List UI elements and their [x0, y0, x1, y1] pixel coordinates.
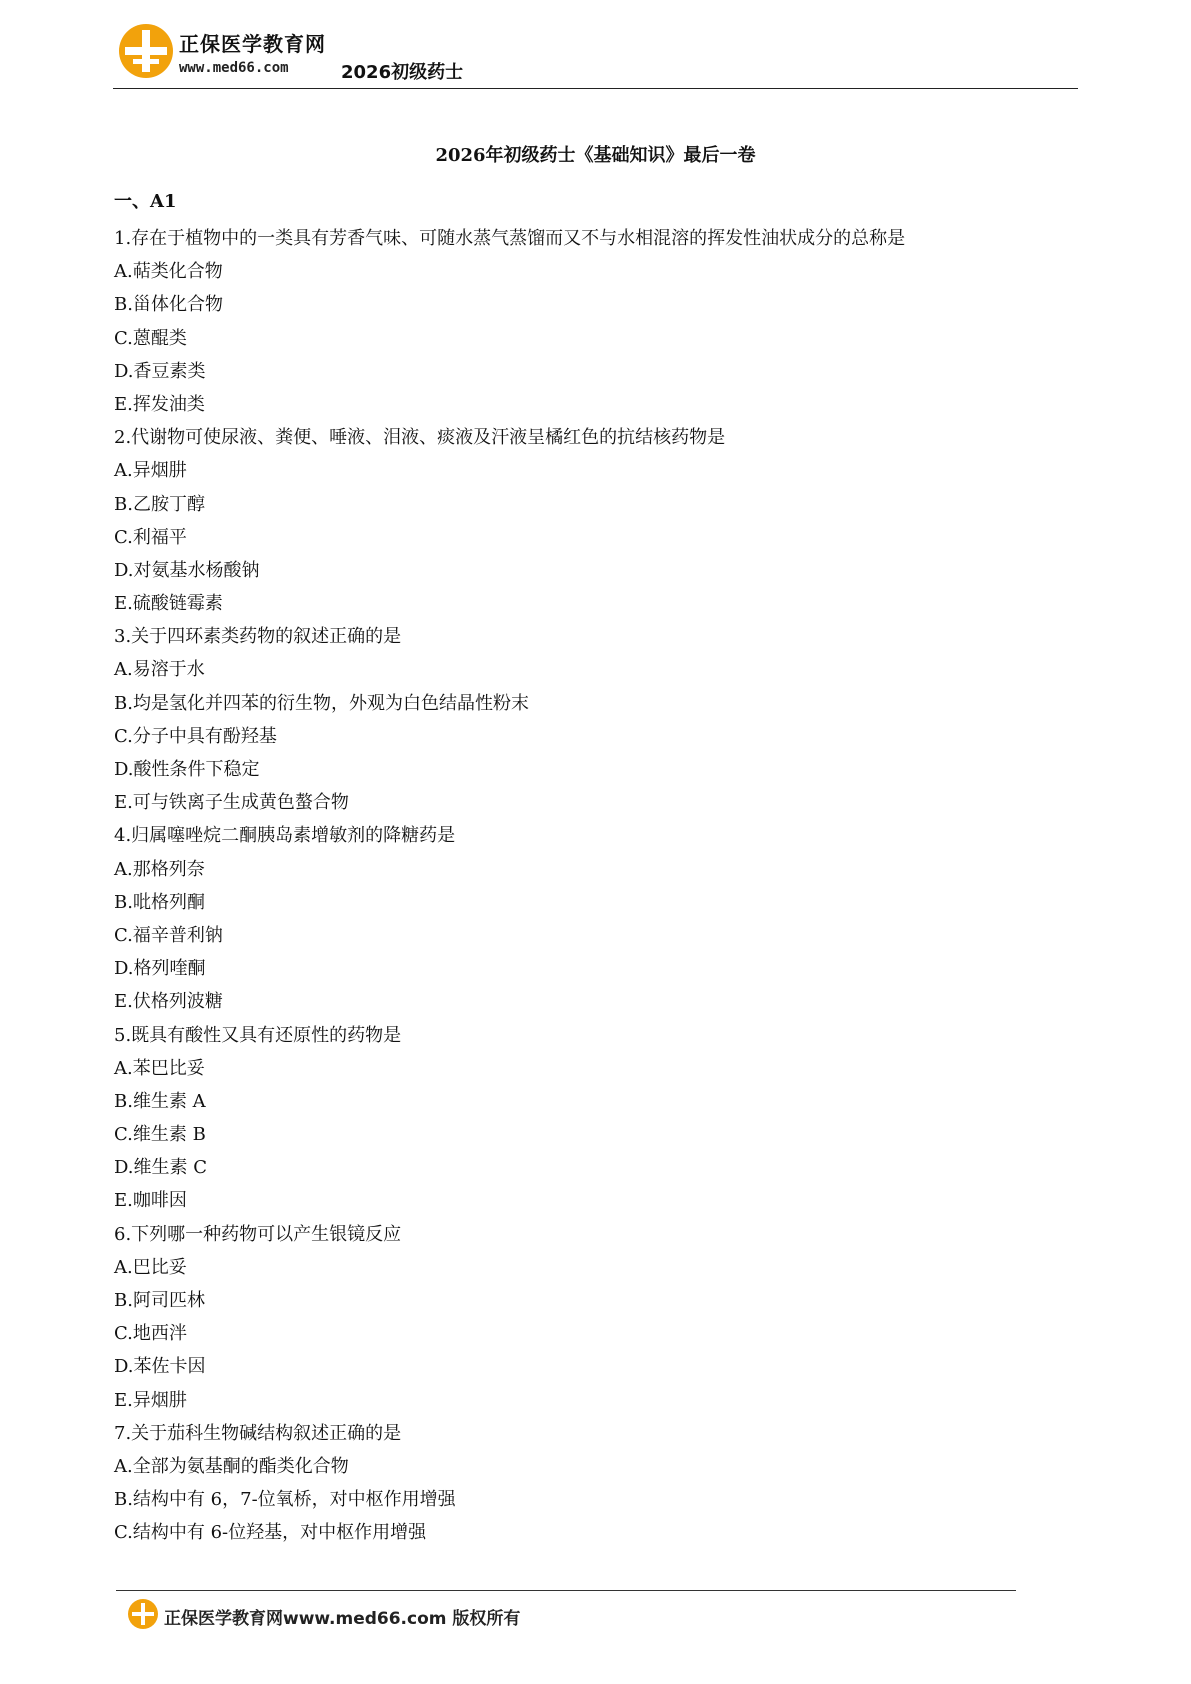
option-line: B.吡格列酮 [114, 891, 205, 913]
question-line: 3.关于四环素类药物的叙述正确的是 [114, 626, 402, 648]
option-line: E.异烟肼 [114, 1389, 187, 1411]
option-line: C.分子中具有酚羟基 [114, 725, 277, 747]
question-line: 1.存在于植物中的一类具有芳香气味、可随水蒸气蒸馏而又不与水相混溶的挥发性油状成分的总称是 [114, 228, 906, 249]
option-line: C.福辛普利钠 [114, 924, 223, 946]
option-line: A.全部为氨基酮的酯类化合物 [114, 1455, 349, 1477]
brand-url: www.med66.com [179, 60, 289, 76]
footer-logo-icon [128, 1599, 158, 1629]
question-list [114, 189, 1074, 1550]
header-divider [113, 88, 1078, 89]
header-title: 2026初级药士 [341, 62, 464, 83]
option-line: C.蒽醌类 [114, 327, 187, 349]
question-line: 7.关于茄科生物碱结构叙述正确的是 [114, 1422, 402, 1444]
option-line: E.伏格列波糖 [114, 991, 223, 1013]
option-line: E.挥发油类 [114, 393, 205, 415]
option-line: B.均是氢化并四苯的衍生物，外观为白色结晶性粉末 [114, 692, 529, 714]
footer-divider [116, 1590, 1016, 1591]
option-line: C.利福平 [114, 526, 187, 548]
option-line: E.可与铁离子生成黄色螯合物 [114, 792, 349, 814]
option-line: A.萜类化合物 [114, 261, 223, 283]
option-line: D.香豆素类 [114, 360, 206, 382]
option-line: B.乙胺丁醇 [114, 493, 205, 515]
section-heading: 一、A1 [114, 191, 177, 212]
brand-name: 正保医学教育网 [179, 32, 326, 56]
option-line: A.异烟肼 [114, 460, 187, 482]
footer-copyright: 正保医学教育网www.med66.com 版权所有 [164, 1609, 521, 1629]
option-line: B.结构中有 6，7-位氧桥，对中枢作用增强 [114, 1489, 456, 1511]
page-header [113, 22, 1078, 88]
logo-icon [119, 24, 173, 78]
option-line: D.维生素 C [114, 1157, 208, 1179]
option-line: C.维生素 B [114, 1124, 206, 1146]
option-line: B.阿司匹林 [114, 1290, 205, 1311]
option-line: C.地西泮 [114, 1323, 187, 1345]
question-line: 5.既具有酸性又具有还原性的药物是 [114, 1024, 402, 1046]
question-line: 4.归属噻唑烷二酮胰岛素增敏剂的降糖药是 [114, 825, 456, 847]
option-line: A.巴比妥 [114, 1256, 187, 1278]
option-line: B.维生素 A [114, 1090, 206, 1112]
document-title: 2026年初级药士《基础知识》最后一卷 [435, 145, 756, 166]
option-line: D.苯佐卡因 [114, 1356, 206, 1378]
option-line: B.甾体化合物 [114, 294, 223, 316]
option-line: A.那格列奈 [114, 858, 205, 880]
option-line: C.结构中有 6-位羟基，对中枢作用增强 [114, 1522, 427, 1544]
option-line: A.易溶于水 [114, 659, 205, 681]
question-line: 2.代谢物可使尿液、粪便、唾液、泪液、痰液及汗液呈橘红色的抗结核药物是 [114, 427, 726, 449]
option-line: A.苯巴比妥 [114, 1057, 205, 1079]
question-line: 6.下列哪一种药物可以产生银镜反应 [114, 1223, 402, 1245]
option-line: D.对氨基水杨酸钠 [114, 559, 260, 581]
option-line: D.酸性条件下稳定 [114, 759, 260, 780]
option-line: E.硫酸链霉素 [114, 593, 223, 615]
option-line: D.格列喹酮 [114, 958, 206, 980]
option-line: E.咖啡因 [114, 1190, 187, 1212]
